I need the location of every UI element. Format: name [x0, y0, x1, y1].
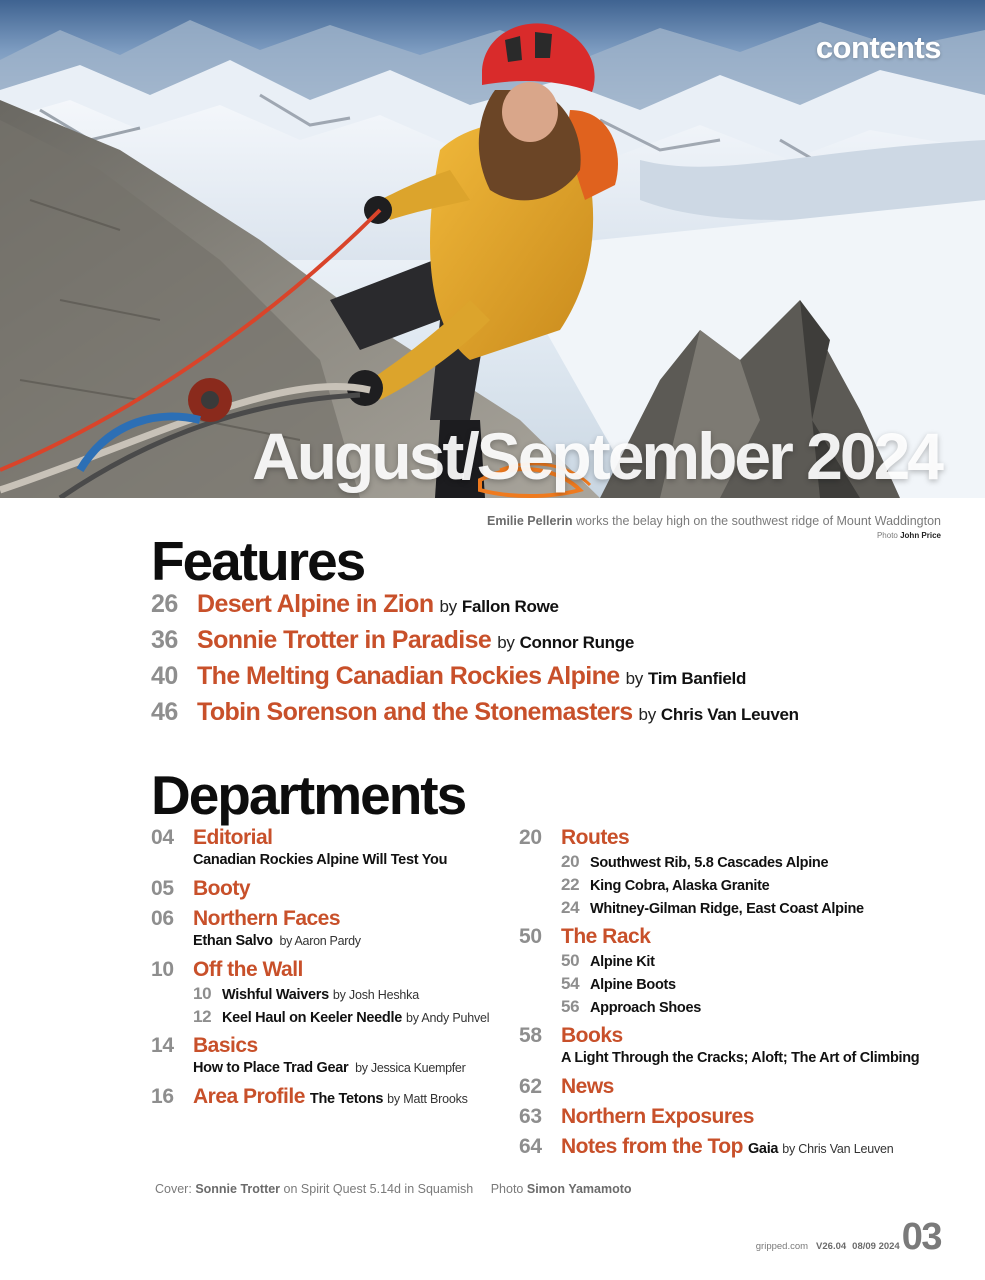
dept-sub-item[interactable]	[561, 852, 949, 875]
dept-sub-page-number: 12	[193, 1007, 212, 1026]
dept-page-number: 04	[151, 826, 174, 849]
caption-photographer: John Price	[900, 531, 941, 540]
dept-sub-title: Alpine Boots	[590, 977, 676, 993]
dept-page-number: 64	[519, 1135, 542, 1158]
feature-author: Chris Van Leuven	[660, 705, 799, 724]
dept-title: News	[561, 1075, 614, 1098]
feature-author: Connor Runge	[519, 633, 634, 652]
dept-northern-exposures[interactable]	[519, 1105, 949, 1131]
feature-page-number: 40	[151, 662, 178, 690]
dept-the-rack[interactable]	[519, 925, 949, 1020]
dept-subtitle-by: by Jessica Kuempfer	[355, 1061, 466, 1075]
dept-page-number: 20	[519, 826, 542, 849]
dept-sub-page-number: 10	[193, 984, 212, 1003]
dept-sub-title: King Cobra, Alaska Granite	[590, 878, 770, 894]
footer-date: 08/09 2024	[852, 1241, 900, 1252]
dept-off-the-wall[interactable]	[151, 958, 511, 1030]
feature-item[interactable]	[151, 626, 799, 662]
features-heading: Features	[151, 530, 365, 592]
cover-photo	[0, 0, 985, 498]
dept-area-profile[interactable]	[151, 1085, 511, 1111]
dept-subtitle-text: How to Place Trad Gear	[193, 1060, 349, 1076]
dept-inline-subtitle: The Tetons	[309, 1091, 384, 1107]
dept-sub-page-number: 22	[561, 875, 580, 894]
dept-page-number: 10	[151, 958, 174, 981]
issue-title: August/September 2024	[252, 419, 941, 493]
dept-title: Routes	[561, 826, 630, 849]
dept-title: Editorial	[193, 826, 273, 849]
dept-books[interactable]	[519, 1024, 949, 1071]
cover-photo-label: Photo	[490, 1182, 524, 1196]
feature-title: The Melting Canadian Rockies Alpine	[197, 662, 620, 690]
photo-caption	[487, 514, 941, 540]
dept-subtitle-text: Ethan Salvo	[193, 933, 273, 949]
feature-item[interactable]	[151, 698, 799, 734]
dept-inline-by: by Matt Brooks	[387, 1092, 468, 1106]
dept-page-number: 62	[519, 1075, 542, 1098]
feature-title: Sonnie Trotter in Paradise	[197, 626, 492, 654]
dept-title: Notes from the Top	[561, 1135, 743, 1158]
cover-photographer: Simon Yamamoto	[526, 1182, 632, 1196]
dept-subtitle-by: by Aaron Pardy	[279, 934, 361, 948]
dept-sub-title: Keel Haul on Keeler Needle	[222, 1010, 402, 1026]
dept-title: Books	[561, 1024, 623, 1047]
feature-item[interactable]	[151, 662, 799, 698]
dept-sub-page-number: 20	[561, 852, 580, 871]
caption-text	[487, 514, 941, 528]
dept-sub-page-number: 24	[561, 898, 580, 917]
dept-page-number: 05	[151, 877, 174, 900]
dept-subtitle	[193, 1060, 511, 1081]
dept-title: Booty	[193, 877, 250, 900]
page-footer	[756, 1216, 941, 1259]
dept-page-number: 58	[519, 1024, 542, 1047]
feature-author: Tim Banfield	[647, 669, 747, 688]
dept-sub-title: Southwest Rib, 5.8 Cascades Alpine	[590, 855, 829, 871]
dept-title: The Rack	[561, 925, 651, 948]
dept-page-number: 14	[151, 1034, 174, 1057]
dept-subtitle: A Light Through the Cracks; Aloft; The Art of Climbing	[561, 1050, 920, 1066]
dept-subtitle: Canadian Rockies Alpine Will Test You	[193, 852, 448, 868]
cover-label: Cover:	[155, 1182, 192, 1196]
dept-title: Northern Exposures	[561, 1105, 754, 1128]
feature-author: Fallon Rowe	[461, 597, 559, 616]
dept-news[interactable]	[519, 1075, 949, 1101]
dept-page-number: 63	[519, 1105, 542, 1128]
dept-basics[interactable]	[151, 1034, 511, 1081]
cover-description: on Spirit Quest 5.14d in Squamish	[283, 1182, 474, 1196]
dept-sub-item[interactable]	[561, 898, 949, 921]
feature-by: by	[497, 633, 515, 652]
dept-sub-title: Wishful Waivers	[222, 987, 329, 1003]
dept-sub-page-number: 56	[561, 997, 580, 1016]
dept-booty[interactable]	[151, 877, 511, 903]
dept-subtitle	[193, 933, 511, 954]
dept-page-number: 16	[151, 1085, 174, 1108]
footer-site[interactable]: gripped.com	[755, 1241, 809, 1252]
section-label: contents	[815, 30, 941, 65]
dept-page-number: 06	[151, 907, 174, 930]
dept-editorial[interactable]	[151, 826, 511, 873]
dept-page-number: 50	[519, 925, 542, 948]
dept-sub-page-number: 54	[561, 974, 580, 993]
feature-page-number: 26	[151, 590, 178, 618]
dept-sub-by: by Josh Heshka	[332, 988, 419, 1002]
cover-subject: Sonnie Trotter	[195, 1182, 281, 1196]
feature-by: by	[638, 705, 656, 724]
dept-sub-item[interactable]	[561, 875, 949, 898]
dept-sub-item[interactable]	[561, 997, 949, 1020]
dept-routes[interactable]	[519, 826, 949, 921]
feature-title: Tobin Sorenson and the Stonemasters	[197, 698, 633, 726]
departments-right-column	[519, 826, 949, 1165]
dept-sub-title: Approach Shoes	[590, 1000, 702, 1016]
dept-sub-item[interactable]	[561, 974, 949, 997]
dept-title: Basics	[193, 1034, 258, 1057]
dept-sub-title: Whitney-Gilman Ridge, East Coast Alpine	[590, 901, 864, 917]
footer-volume: V26.04	[816, 1241, 847, 1252]
features-list	[151, 590, 799, 734]
feature-title: Desert Alpine in Zion	[197, 590, 434, 618]
feature-page-number: 46	[151, 698, 178, 726]
dept-notes-from-the-top[interactable]	[519, 1135, 949, 1161]
feature-page-number: 36	[151, 626, 178, 654]
departments-heading: Departments	[151, 764, 466, 826]
feature-item[interactable]	[151, 590, 799, 626]
dept-northern-faces[interactable]	[151, 907, 511, 954]
departments-left-column	[151, 826, 511, 1115]
dept-sub-item[interactable]	[193, 984, 511, 1007]
page-number: 03	[901, 1216, 941, 1258]
dept-sub-by: by Andy Puhvel	[405, 1011, 490, 1025]
dept-inline-subtitle: Gaia	[747, 1141, 779, 1157]
dept-sub-title: Alpine Kit	[590, 954, 655, 970]
dept-sub-item[interactable]	[193, 1007, 511, 1030]
cover-credit	[155, 1182, 632, 1196]
caption-description: works the belay high on the southwest ridge of Mount Waddington	[575, 514, 941, 528]
caption-credit	[487, 531, 941, 540]
dept-sub-item[interactable]	[561, 951, 949, 974]
dept-title: Area Profile	[193, 1085, 305, 1108]
dept-title: Off the Wall	[193, 958, 303, 981]
dept-title: Northern Faces	[193, 907, 341, 930]
caption-subject: Emilie Pellerin	[487, 514, 573, 528]
feature-by: by	[625, 669, 643, 688]
dept-inline-by: by Chris Van Leuven	[782, 1142, 894, 1156]
feature-by: by	[439, 597, 457, 616]
caption-photo-label: Photo	[876, 531, 898, 540]
dept-sub-page-number: 50	[561, 951, 580, 970]
